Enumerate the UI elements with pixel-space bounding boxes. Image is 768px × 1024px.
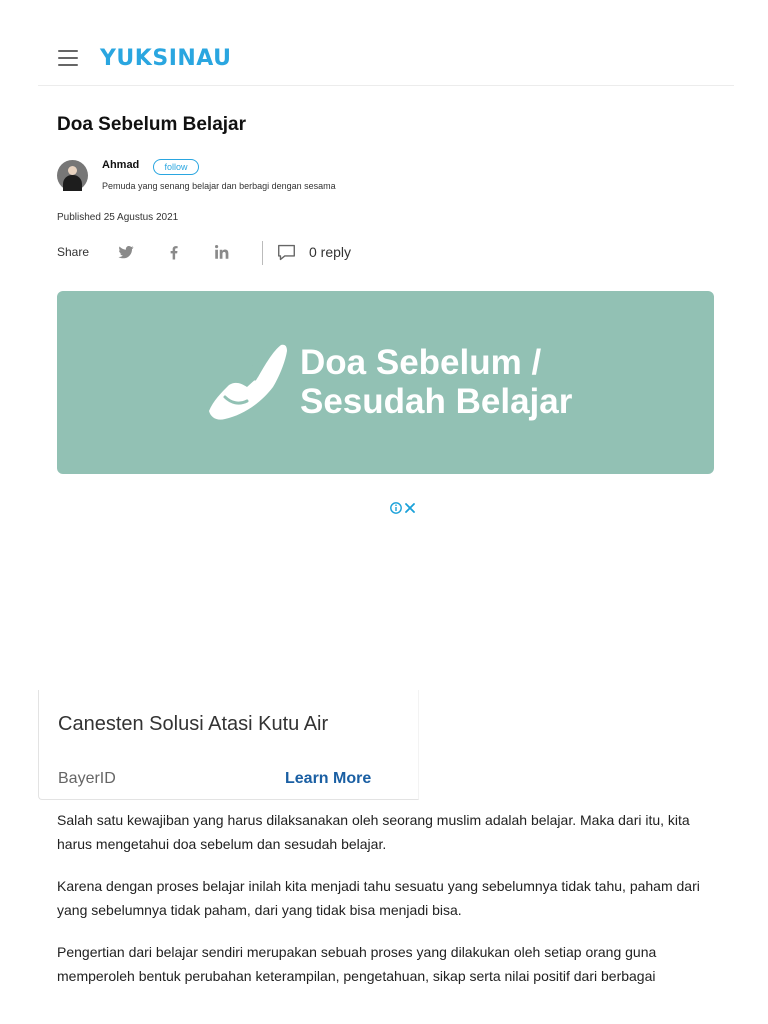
linkedin-icon[interactable] bbox=[213, 243, 231, 261]
share-divider bbox=[262, 241, 263, 265]
banner-title-line1: Doa Sebelum / bbox=[300, 343, 542, 382]
praying-hands-icon bbox=[203, 341, 293, 423]
ad-brand: BayerID bbox=[58, 770, 116, 787]
reply-count[interactable]: 0 reply bbox=[309, 244, 352, 260]
facebook-icon[interactable] bbox=[165, 243, 183, 261]
published-date: Published 25 Agustus 2021 bbox=[57, 212, 179, 223]
author-name[interactable]: Ahmad bbox=[102, 159, 140, 171]
author-avatar[interactable] bbox=[57, 160, 88, 191]
share-label: Share bbox=[57, 245, 90, 259]
featured-image bbox=[57, 291, 714, 474]
paragraph: Salah satu kewajiban yang harus dilaksanakan oleh seorang muslim adalah belajar. Maka dari itu, kita harus mengetahui doa sebelum dan sesudah belajar. bbox=[57, 812, 690, 852]
comment-icon[interactable] bbox=[276, 243, 297, 262]
site-header bbox=[38, 0, 734, 86]
site-logo[interactable]: YUKSINAU bbox=[100, 46, 232, 71]
author-bio: Pemuda yang senang belajar dan berbagi dengan sesama bbox=[102, 181, 336, 191]
advertisement-card[interactable] bbox=[38, 690, 419, 800]
banner-title-line2: Sesudah Belajar bbox=[300, 382, 573, 421]
ad-title[interactable]: Canesten Solusi Atasi Kutu Air bbox=[58, 713, 329, 735]
hamburger-menu-icon[interactable] bbox=[58, 50, 78, 68]
paragraph: Karena dengan proses belajar inilah kita menjadi tahu sesuatu yang sebelumnya tidak tahu, paham dari yang sebelumnya tidak paham, dari yang tidak bisa menjadi bisa. bbox=[57, 878, 700, 918]
follow-button[interactable]: follow bbox=[153, 159, 199, 175]
article-title: Doa Sebelum Belajar bbox=[57, 114, 247, 135]
twitter-icon[interactable] bbox=[117, 243, 135, 261]
ad-learn-more-link[interactable]: Learn More bbox=[285, 770, 372, 787]
paragraph: Pengertian dari belajar sendiri merupakan sebuah proses yang dilakukan oleh setiap orang guna memperoleh bentuk perubahan keterampilan, pengetahuan, sikap serta nilai positif dari berbagai bbox=[57, 944, 657, 984]
adchoices-icon[interactable] bbox=[389, 501, 417, 515]
